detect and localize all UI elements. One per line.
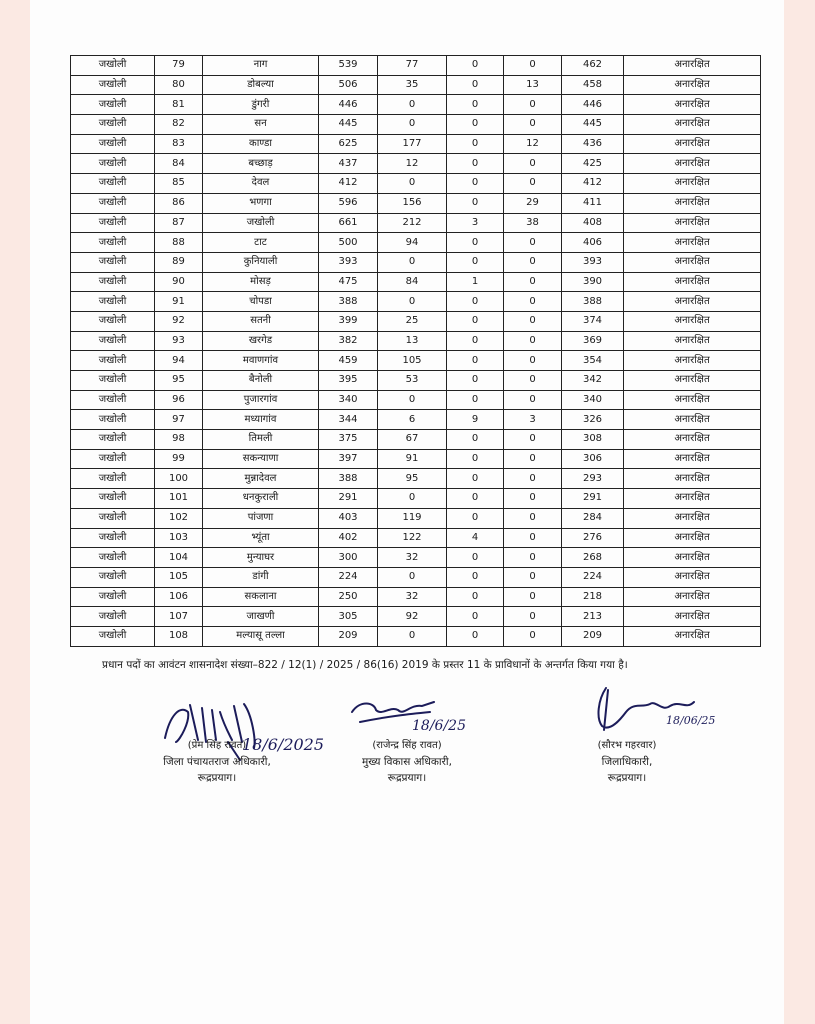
total-population-cell: 661 xyxy=(319,213,378,233)
panchayat-name-cell: मुन्याघर xyxy=(203,548,319,568)
serial-number-cell: 98 xyxy=(155,430,203,450)
general-population-cell: 445 xyxy=(562,115,624,135)
general-population-cell: 284 xyxy=(562,508,624,528)
block-name-cell: जखोली xyxy=(71,469,155,489)
general-population-cell: 291 xyxy=(562,489,624,509)
st-population-cell: 4 xyxy=(447,528,504,548)
reservation-category-cell: अनारक्षित xyxy=(624,154,761,174)
general-population-cell: 446 xyxy=(562,95,624,115)
sc-population-cell: 0 xyxy=(378,567,447,587)
total-population-cell: 382 xyxy=(319,331,378,351)
obc-population-cell: 0 xyxy=(504,489,562,509)
sc-population-cell: 67 xyxy=(378,430,447,450)
panchayat-name-cell: जाखणी xyxy=(203,607,319,627)
signature-block-1 xyxy=(122,738,312,786)
sc-population-cell: 35 xyxy=(378,75,447,95)
serial-number-cell: 87 xyxy=(155,213,203,233)
general-population-cell: 306 xyxy=(562,449,624,469)
general-population-cell: 393 xyxy=(562,252,624,272)
panchayat-name-cell: सतनी xyxy=(203,311,319,331)
st-population-cell: 0 xyxy=(447,587,504,607)
st-population-cell: 0 xyxy=(447,115,504,135)
sc-population-cell: 0 xyxy=(378,252,447,272)
total-population-cell: 250 xyxy=(319,587,378,607)
general-population-cell: 213 xyxy=(562,607,624,627)
serial-number-cell: 85 xyxy=(155,174,203,194)
obc-population-cell: 0 xyxy=(504,292,562,312)
serial-number-cell: 100 xyxy=(155,469,203,489)
obc-population-cell: 0 xyxy=(504,430,562,450)
general-population-cell: 406 xyxy=(562,233,624,253)
reservation-category-cell: अनारक्षित xyxy=(624,469,761,489)
total-population-cell: 224 xyxy=(319,567,378,587)
general-population-cell: 436 xyxy=(562,134,624,154)
panchayat-name-cell: मुन्नादेवल xyxy=(203,469,319,489)
obc-population-cell: 3 xyxy=(504,410,562,430)
sc-population-cell: 122 xyxy=(378,528,447,548)
serial-number-cell: 99 xyxy=(155,449,203,469)
obc-population-cell: 38 xyxy=(504,213,562,233)
signature-1-date: 18/6/2025 xyxy=(242,735,325,754)
sc-population-cell: 94 xyxy=(378,233,447,253)
sc-population-cell: 0 xyxy=(378,95,447,115)
total-population-cell: 388 xyxy=(319,292,378,312)
serial-number-cell: 86 xyxy=(155,193,203,213)
sc-population-cell: 0 xyxy=(378,626,447,646)
general-population-cell: 293 xyxy=(562,469,624,489)
general-population-cell: 390 xyxy=(562,272,624,292)
obc-population-cell: 0 xyxy=(504,469,562,489)
block-name-cell: जखोली xyxy=(71,390,155,410)
reservation-category-cell: अनारक्षित xyxy=(624,410,761,430)
block-name-cell: जखोली xyxy=(71,626,155,646)
signature-block-2 xyxy=(312,738,502,786)
block-name-cell: जखोली xyxy=(71,410,155,430)
panchayat-name-cell: मध्यागांव xyxy=(203,410,319,430)
reservation-category-cell: अनारक्षित xyxy=(624,115,761,135)
st-population-cell: 1 xyxy=(447,272,504,292)
obc-population-cell: 12 xyxy=(504,134,562,154)
allocation-note: प्रधान पदों का आवंटन शासनादेश संख्या–822 / 12(1) / 2025 / 86(16) 2019 के प्रस्तर 11 के प्राविधानों के अन्तर्गत किया गया है। xyxy=(102,659,628,671)
signature-2-date: 18/6/25 xyxy=(412,718,466,734)
signatory-1-place: रूद्रप्रयाग। xyxy=(197,772,237,784)
serial-number-cell: 82 xyxy=(155,115,203,135)
panchayat-name-cell: कुनियाली xyxy=(203,252,319,272)
obc-population-cell: 0 xyxy=(504,528,562,548)
total-population-cell: 340 xyxy=(319,390,378,410)
total-population-cell: 399 xyxy=(319,311,378,331)
block-name-cell: जखोली xyxy=(71,95,155,115)
sc-population-cell: 0 xyxy=(378,390,447,410)
st-population-cell: 0 xyxy=(447,174,504,194)
block-name-cell: जखोली xyxy=(71,233,155,253)
st-population-cell: 0 xyxy=(447,548,504,568)
serial-number-cell: 101 xyxy=(155,489,203,509)
block-name-cell: जखोली xyxy=(71,311,155,331)
total-population-cell: 412 xyxy=(319,174,378,194)
sc-population-cell: 32 xyxy=(378,548,447,568)
total-population-cell: 596 xyxy=(319,193,378,213)
block-name-cell: जखोली xyxy=(71,56,155,76)
general-population-cell: 218 xyxy=(562,587,624,607)
total-population-cell: 402 xyxy=(319,528,378,548)
sc-population-cell: 84 xyxy=(378,272,447,292)
block-name-cell: जखोली xyxy=(71,154,155,174)
reservation-category-cell: अनारक्षित xyxy=(624,213,761,233)
st-population-cell: 0 xyxy=(447,489,504,509)
panchayat-name-cell: मल्यासू तल्ला xyxy=(203,626,319,646)
block-name-cell: जखोली xyxy=(71,449,155,469)
panchayat-name-cell: तिमली xyxy=(203,430,319,450)
total-population-cell: 403 xyxy=(319,508,378,528)
reservation-category-cell: अनारक्षित xyxy=(624,528,761,548)
general-population-cell: 425 xyxy=(562,154,624,174)
general-population-cell: 369 xyxy=(562,331,624,351)
serial-number-cell: 94 xyxy=(155,351,203,371)
block-name-cell: जखोली xyxy=(71,292,155,312)
signature-scribbles xyxy=(30,0,784,800)
total-population-cell: 625 xyxy=(319,134,378,154)
obc-population-cell: 0 xyxy=(504,449,562,469)
reservation-category-cell: अनारक्षित xyxy=(624,626,761,646)
general-population-cell: 408 xyxy=(562,213,624,233)
serial-number-cell: 92 xyxy=(155,311,203,331)
st-population-cell: 0 xyxy=(447,430,504,450)
serial-number-cell: 81 xyxy=(155,95,203,115)
block-name-cell: जखोली xyxy=(71,174,155,194)
st-population-cell: 0 xyxy=(447,371,504,391)
block-name-cell: जखोली xyxy=(71,134,155,154)
st-population-cell: 0 xyxy=(447,449,504,469)
reservation-category-cell: अनारक्षित xyxy=(624,331,761,351)
block-name-cell: जखोली xyxy=(71,252,155,272)
general-population-cell: 342 xyxy=(562,371,624,391)
panchayat-name-cell: जखोली xyxy=(203,213,319,233)
obc-population-cell: 0 xyxy=(504,587,562,607)
st-population-cell: 0 xyxy=(447,233,504,253)
document-page xyxy=(30,0,784,1024)
block-name-cell: जखोली xyxy=(71,508,155,528)
block-name-cell: जखोली xyxy=(71,528,155,548)
reservation-category-cell: अनारक्षित xyxy=(624,371,761,391)
serial-number-cell: 104 xyxy=(155,548,203,568)
sc-population-cell: 6 xyxy=(378,410,447,430)
panchayat-name-cell: धनकुराली xyxy=(203,489,319,509)
panchayat-name-cell: चोपडा xyxy=(203,292,319,312)
st-population-cell: 0 xyxy=(447,154,504,174)
block-name-cell: जखोली xyxy=(71,272,155,292)
total-population-cell: 397 xyxy=(319,449,378,469)
st-population-cell: 0 xyxy=(447,626,504,646)
serial-number-cell: 102 xyxy=(155,508,203,528)
signatory-2-place: रूद्रप्रयाग। xyxy=(387,772,427,784)
panchayat-name-cell: पांजणा xyxy=(203,508,319,528)
serial-number-cell: 103 xyxy=(155,528,203,548)
reservation-category-cell: अनारक्षित xyxy=(624,252,761,272)
reservation-category-cell: अनारक्षित xyxy=(624,174,761,194)
panchayat-name-cell: बैनोली xyxy=(203,371,319,391)
reservation-category-cell: अनारक्षित xyxy=(624,193,761,213)
serial-number-cell: 79 xyxy=(155,56,203,76)
general-population-cell: 209 xyxy=(562,626,624,646)
panchayat-name-cell: डुंगरी xyxy=(203,95,319,115)
block-name-cell: जखोली xyxy=(71,193,155,213)
obc-population-cell: 0 xyxy=(504,115,562,135)
sc-population-cell: 105 xyxy=(378,351,447,371)
serial-number-cell: 106 xyxy=(155,587,203,607)
total-population-cell: 437 xyxy=(319,154,378,174)
obc-population-cell: 0 xyxy=(504,626,562,646)
obc-population-cell: 0 xyxy=(504,351,562,371)
signatory-3-designation: जिलाधिकारी, xyxy=(601,756,653,768)
panchayat-name-cell: नाग xyxy=(203,56,319,76)
st-population-cell: 0 xyxy=(447,469,504,489)
obc-population-cell: 29 xyxy=(504,193,562,213)
sc-population-cell: 91 xyxy=(378,449,447,469)
block-name-cell: जखोली xyxy=(71,430,155,450)
st-population-cell: 0 xyxy=(447,567,504,587)
st-population-cell: 9 xyxy=(447,410,504,430)
serial-number-cell: 96 xyxy=(155,390,203,410)
total-population-cell: 506 xyxy=(319,75,378,95)
reservation-category-cell: अनारक्षित xyxy=(624,56,761,76)
reservation-category-cell: अनारक्षित xyxy=(624,233,761,253)
serial-number-cell: 84 xyxy=(155,154,203,174)
serial-number-cell: 91 xyxy=(155,292,203,312)
sc-population-cell: 177 xyxy=(378,134,447,154)
reservation-category-cell: अनारक्षित xyxy=(624,508,761,528)
obc-population-cell: 0 xyxy=(504,272,562,292)
total-population-cell: 393 xyxy=(319,252,378,272)
sc-population-cell: 25 xyxy=(378,311,447,331)
reservation-category-cell: अनारक्षित xyxy=(624,548,761,568)
block-name-cell: जखोली xyxy=(71,371,155,391)
obc-population-cell: 0 xyxy=(504,390,562,410)
total-population-cell: 344 xyxy=(319,410,378,430)
obc-population-cell: 0 xyxy=(504,371,562,391)
serial-number-cell: 95 xyxy=(155,371,203,391)
general-population-cell: 374 xyxy=(562,311,624,331)
total-population-cell: 300 xyxy=(319,548,378,568)
st-population-cell: 0 xyxy=(447,331,504,351)
total-population-cell: 445 xyxy=(319,115,378,135)
st-population-cell: 0 xyxy=(447,390,504,410)
st-population-cell: 0 xyxy=(447,311,504,331)
panchayat-name-cell: भ्यूंता xyxy=(203,528,319,548)
st-population-cell: 0 xyxy=(447,351,504,371)
reservation-category-cell: अनारक्षित xyxy=(624,587,761,607)
st-population-cell: 0 xyxy=(447,134,504,154)
total-population-cell: 291 xyxy=(319,489,378,509)
reservation-category-cell: अनारक्षित xyxy=(624,449,761,469)
panchayat-name-cell: सन xyxy=(203,115,319,135)
total-population-cell: 459 xyxy=(319,351,378,371)
reservation-category-cell: अनारक्षित xyxy=(624,75,761,95)
block-name-cell: जखोली xyxy=(71,567,155,587)
general-population-cell: 224 xyxy=(562,567,624,587)
obc-population-cell: 0 xyxy=(504,174,562,194)
general-population-cell: 388 xyxy=(562,292,624,312)
panchayat-name-cell: डोबल्या xyxy=(203,75,319,95)
reservation-category-cell: अनारक्षित xyxy=(624,272,761,292)
reservation-category-cell: अनारक्षित xyxy=(624,311,761,331)
sc-population-cell: 77 xyxy=(378,56,447,76)
total-population-cell: 305 xyxy=(319,607,378,627)
signatory-1-designation: जिला पंचायतराज अधिकारी, xyxy=(163,756,271,768)
obc-population-cell: 0 xyxy=(504,548,562,568)
st-population-cell: 0 xyxy=(447,508,504,528)
total-population-cell: 388 xyxy=(319,469,378,489)
panchayat-name-cell: टाट xyxy=(203,233,319,253)
block-name-cell: जखोली xyxy=(71,213,155,233)
block-name-cell: जखोली xyxy=(71,489,155,509)
serial-number-cell: 88 xyxy=(155,233,203,253)
obc-population-cell: 0 xyxy=(504,95,562,115)
signature-2-mark xyxy=(352,702,434,712)
general-population-cell: 276 xyxy=(562,528,624,548)
st-population-cell: 0 xyxy=(447,56,504,76)
signatory-3-place: रूद्रप्रयाग। xyxy=(607,772,647,784)
reservation-category-cell: अनारक्षित xyxy=(624,95,761,115)
block-name-cell: जखोली xyxy=(71,607,155,627)
serial-number-cell: 105 xyxy=(155,567,203,587)
serial-number-cell: 83 xyxy=(155,134,203,154)
sc-population-cell: 0 xyxy=(378,115,447,135)
serial-number-cell: 97 xyxy=(155,410,203,430)
st-population-cell: 0 xyxy=(447,75,504,95)
sc-population-cell: 95 xyxy=(378,469,447,489)
st-population-cell: 0 xyxy=(447,292,504,312)
serial-number-cell: 89 xyxy=(155,252,203,272)
panchayat-name-cell: काण्डा xyxy=(203,134,319,154)
general-population-cell: 462 xyxy=(562,56,624,76)
serial-number-cell: 80 xyxy=(155,75,203,95)
total-population-cell: 446 xyxy=(319,95,378,115)
st-population-cell: 3 xyxy=(447,213,504,233)
panchayat-name-cell: सकलाना xyxy=(203,587,319,607)
st-population-cell: 0 xyxy=(447,607,504,627)
signature-block-3 xyxy=(552,738,702,786)
panchayat-name-cell: पुजारगांव xyxy=(203,390,319,410)
panchayat-name-cell: सकन्याणा xyxy=(203,449,319,469)
sc-population-cell: 53 xyxy=(378,371,447,391)
total-population-cell: 375 xyxy=(319,430,378,450)
block-name-cell: जखोली xyxy=(71,75,155,95)
obc-population-cell: 0 xyxy=(504,607,562,627)
obc-population-cell: 0 xyxy=(504,56,562,76)
st-population-cell: 0 xyxy=(447,193,504,213)
general-population-cell: 411 xyxy=(562,193,624,213)
obc-population-cell: 0 xyxy=(504,508,562,528)
general-population-cell: 458 xyxy=(562,75,624,95)
obc-population-cell: 0 xyxy=(504,311,562,331)
st-population-cell: 0 xyxy=(447,252,504,272)
general-population-cell: 308 xyxy=(562,430,624,450)
sc-population-cell: 92 xyxy=(378,607,447,627)
obc-population-cell: 0 xyxy=(504,331,562,351)
serial-number-cell: 107 xyxy=(155,607,203,627)
block-name-cell: जखोली xyxy=(71,548,155,568)
sc-population-cell: 0 xyxy=(378,292,447,312)
signatory-2-designation: मुख्य विकास अधिकारी, xyxy=(362,756,452,768)
serial-number-cell: 90 xyxy=(155,272,203,292)
general-population-cell: 326 xyxy=(562,410,624,430)
panchayat-name-cell: मवाणगांव xyxy=(203,351,319,371)
general-population-cell: 268 xyxy=(562,548,624,568)
serial-number-cell: 108 xyxy=(155,626,203,646)
st-population-cell: 0 xyxy=(447,95,504,115)
reservation-category-cell: अनारक्षित xyxy=(624,351,761,371)
reservation-category-cell: अनारक्षित xyxy=(624,390,761,410)
block-name-cell: जखोली xyxy=(71,115,155,135)
general-population-cell: 412 xyxy=(562,174,624,194)
obc-population-cell: 0 xyxy=(504,154,562,174)
panchayat-name-cell: खरगेड xyxy=(203,331,319,351)
signatory-1-name: (प्रेम सिंह रावत) xyxy=(187,740,247,751)
panchayat-name-cell: देवल xyxy=(203,174,319,194)
obc-population-cell: 13 xyxy=(504,75,562,95)
panchayat-name-cell: भणगा xyxy=(203,193,319,213)
block-name-cell: जखोली xyxy=(71,331,155,351)
reservation-category-cell: अनारक्षित xyxy=(624,430,761,450)
signature-3-date: 18/06/25 xyxy=(666,714,716,727)
reservation-category-cell: अनारक्षित xyxy=(624,292,761,312)
signatory-2-name: (राजेन्द्र सिंह रावत) xyxy=(372,740,442,751)
panchayat-name-cell: मोसड़ xyxy=(203,272,319,292)
sc-population-cell: 0 xyxy=(378,489,447,509)
panchayat-name-cell: डांगी xyxy=(203,567,319,587)
obc-population-cell: 0 xyxy=(504,233,562,253)
reservation-category-cell: अनारक्षित xyxy=(624,567,761,587)
panchayat-name-cell: बच्छाड़ xyxy=(203,154,319,174)
block-name-cell: जखोली xyxy=(71,351,155,371)
serial-number-cell: 93 xyxy=(155,331,203,351)
total-population-cell: 500 xyxy=(319,233,378,253)
block-name-cell: जखोली xyxy=(71,587,155,607)
general-population-cell: 354 xyxy=(562,351,624,371)
total-population-cell: 475 xyxy=(319,272,378,292)
obc-population-cell: 0 xyxy=(504,567,562,587)
obc-population-cell: 0 xyxy=(504,252,562,272)
signatory-3-name: (सौरभ गहरवार) xyxy=(597,740,657,751)
sc-population-cell: 0 xyxy=(378,174,447,194)
sc-population-cell: 13 xyxy=(378,331,447,351)
total-population-cell: 395 xyxy=(319,371,378,391)
sc-population-cell: 119 xyxy=(378,508,447,528)
reservation-category-cell: अनारक्षित xyxy=(624,489,761,509)
reservation-category-cell: अनारक्षित xyxy=(624,134,761,154)
sc-population-cell: 156 xyxy=(378,193,447,213)
reservation-category-cell: अनारक्षित xyxy=(624,607,761,627)
total-population-cell: 209 xyxy=(319,626,378,646)
sc-population-cell: 212 xyxy=(378,213,447,233)
general-population-cell: 340 xyxy=(562,390,624,410)
total-population-cell: 539 xyxy=(319,56,378,76)
sc-population-cell: 12 xyxy=(378,154,447,174)
sc-population-cell: 32 xyxy=(378,587,447,607)
